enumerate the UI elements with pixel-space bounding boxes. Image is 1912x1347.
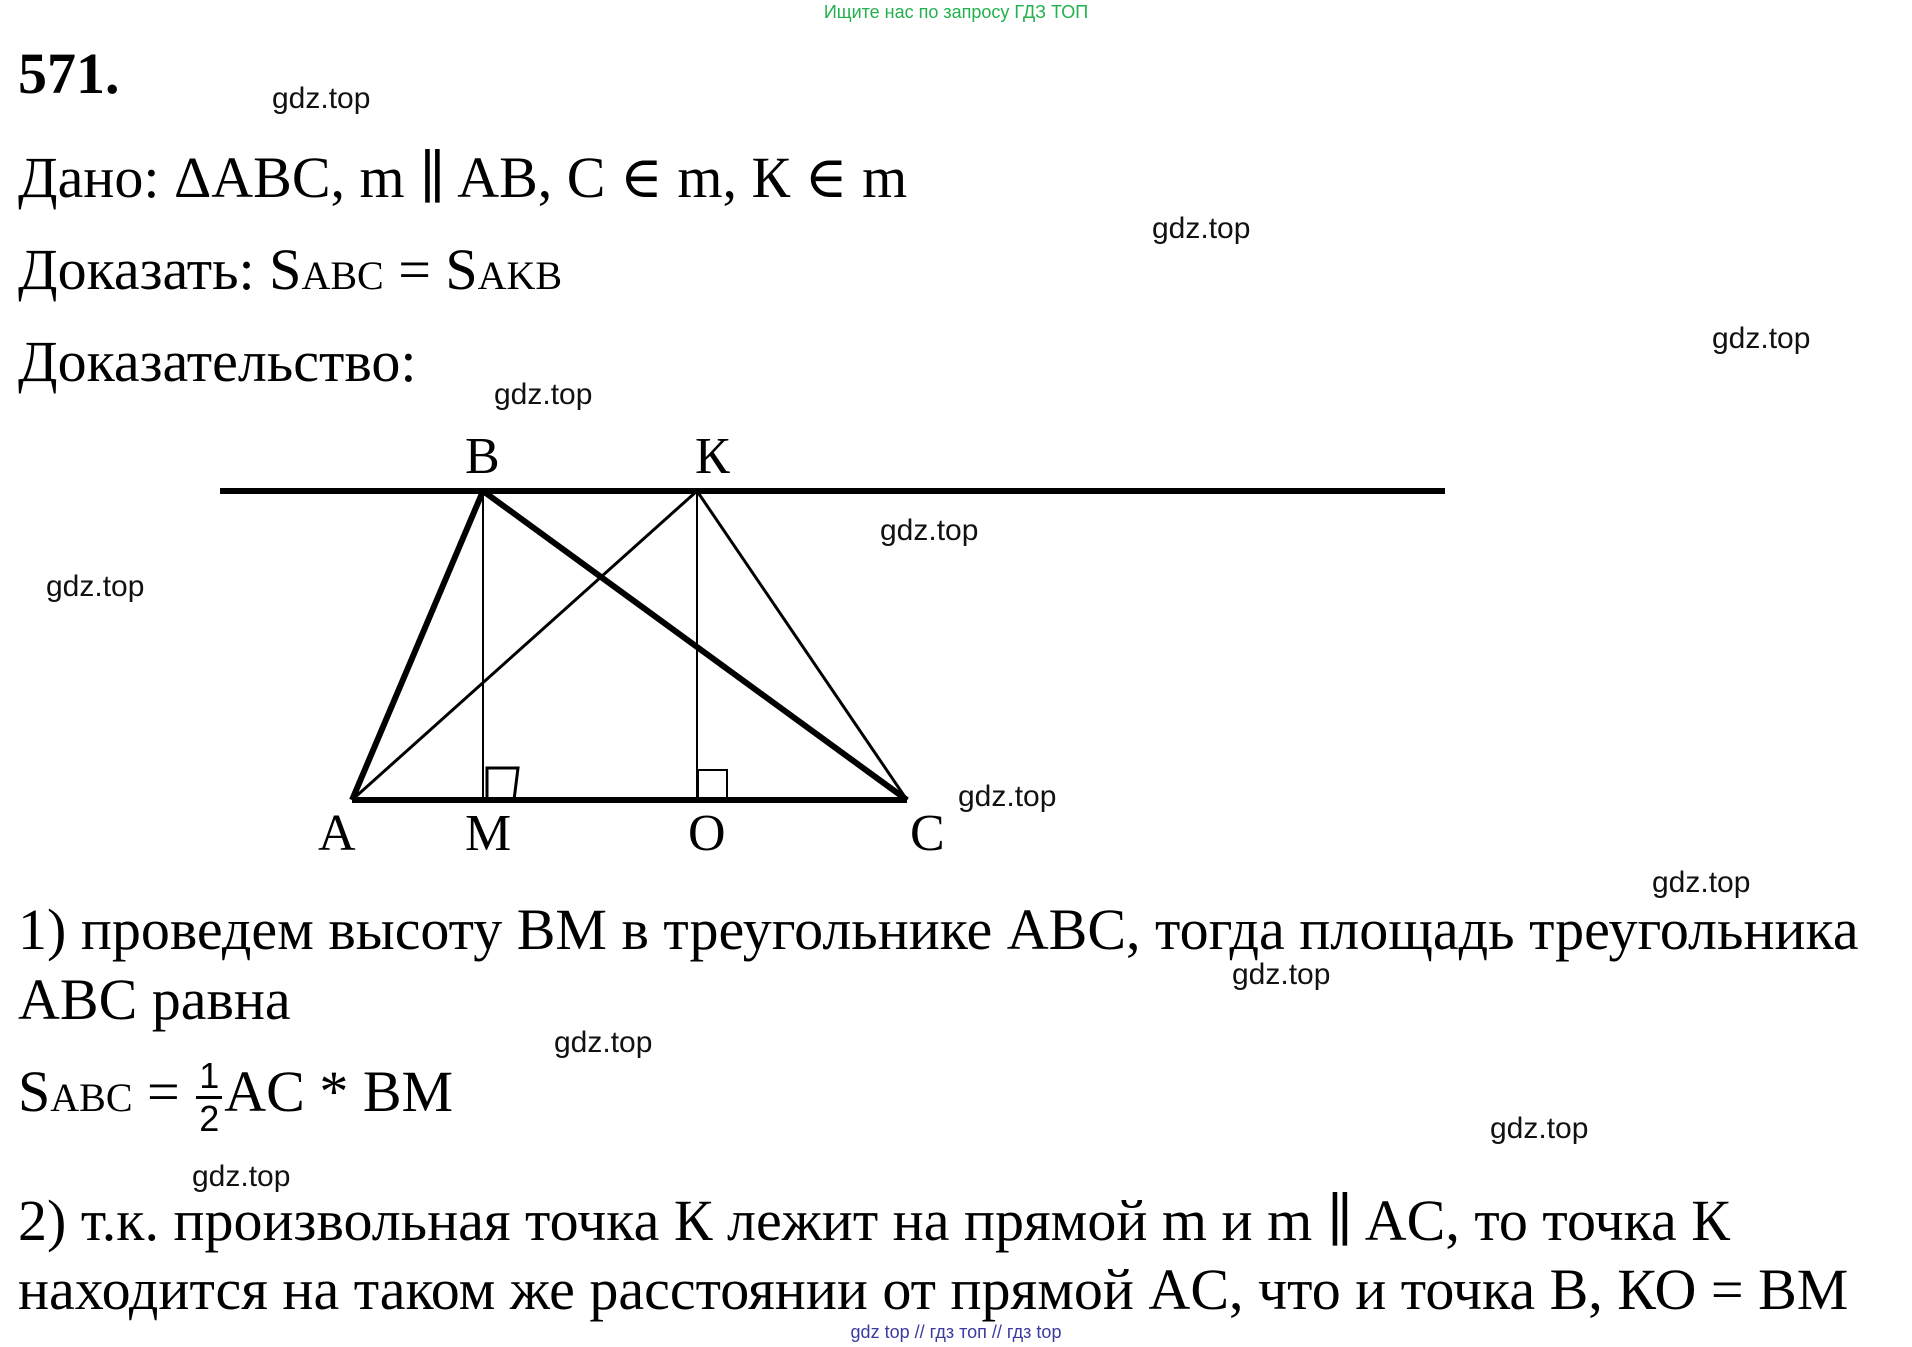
prove-sub-abc: ABC bbox=[301, 253, 384, 298]
segment-kc bbox=[697, 491, 907, 800]
step1-line1: 1) проведем высоту BM в треугольнике ABC, тогда площадь треугольника bbox=[18, 897, 1859, 962]
task-number: 571. bbox=[18, 41, 120, 106]
watermark: gdz.top bbox=[1652, 866, 1751, 899]
segment-ab bbox=[352, 491, 483, 800]
step2-line1: 2) т.к. произвольная точка К лежит на прямой m и m ∥ AC, то точка К bbox=[18, 1188, 1730, 1253]
watermark: gdz.top bbox=[46, 570, 145, 603]
label-c: C bbox=[910, 805, 945, 862]
prove-mid: = S bbox=[383, 237, 478, 302]
watermark: gdz.top bbox=[1152, 212, 1251, 245]
label-b: B bbox=[465, 428, 500, 485]
right-angle-o bbox=[698, 770, 727, 800]
label-m: M bbox=[465, 805, 512, 862]
watermark: gdz.top bbox=[192, 1160, 291, 1193]
watermark: gdz.top bbox=[1490, 1112, 1589, 1145]
formula-rest: AC * BM bbox=[224, 1059, 454, 1124]
label-a: A bbox=[318, 805, 356, 862]
watermark: gdz.top bbox=[1232, 958, 1331, 991]
formula-s: S bbox=[18, 1059, 51, 1124]
proof-heading: Доказательство: bbox=[18, 329, 417, 394]
step2-line2: находится на таком же расстоянии от прямой AC, что и точка B, КО = BM bbox=[18, 1257, 1849, 1322]
area-formula bbox=[18, 1055, 454, 1140]
fraction-denominator: 2 bbox=[199, 1098, 220, 1140]
watermark: gdz.top bbox=[1712, 322, 1811, 355]
top-banner: Ищите нас по запросу ГДЗ ТОП bbox=[823, 2, 1089, 22]
watermark: gdz.top bbox=[272, 82, 371, 115]
watermark: gdz.top bbox=[880, 514, 979, 547]
label-k: К bbox=[695, 428, 730, 485]
prove-sub-akb: AKB bbox=[477, 253, 563, 298]
watermark: gdz.top bbox=[494, 378, 593, 411]
segment-ak bbox=[352, 491, 697, 800]
given-line: Дано: ΔABC, m ∥ AB, C ∈ m, К ∈ m bbox=[18, 145, 908, 210]
fraction-numerator: 1 bbox=[196, 1058, 222, 1099]
step1-line2: ABC равна bbox=[18, 967, 291, 1032]
label-o: O bbox=[688, 805, 726, 862]
segment-bc bbox=[483, 491, 907, 800]
formula-eq: = bbox=[132, 1059, 195, 1124]
prove-prefix: Доказать: S bbox=[18, 237, 302, 302]
watermark: gdz.top bbox=[958, 780, 1057, 813]
footer-watermark: gdz top // гдз топ // гдз top bbox=[850, 1322, 1062, 1342]
formula-sub: ABC bbox=[50, 1075, 133, 1120]
right-angle-m bbox=[487, 768, 518, 800]
fraction-one-half bbox=[196, 1055, 222, 1140]
watermark: gdz.top bbox=[554, 1026, 653, 1059]
